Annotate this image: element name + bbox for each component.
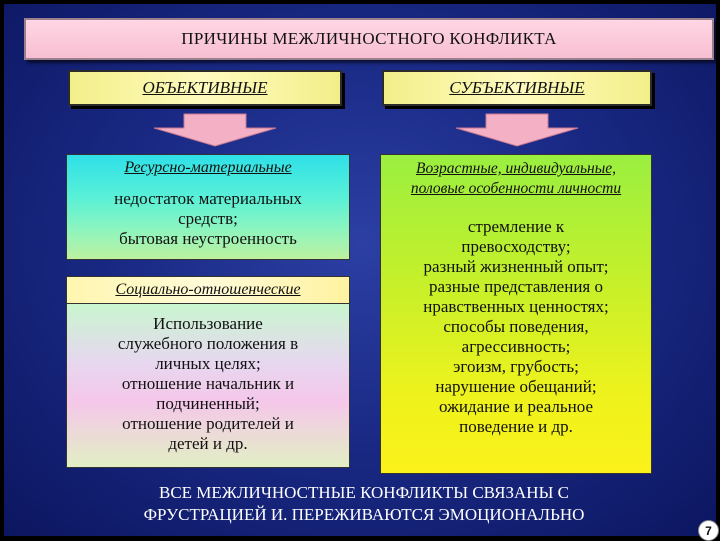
subjective-line: ожидание и реальное	[439, 397, 593, 416]
social-line: детей и др.	[168, 434, 248, 453]
footer-line: ВСЕ МЕЖЛИЧНОСТНЫЕ КОНФЛИКТЫ СВЯЗАНЫ С	[158, 483, 569, 502]
slide-title: ПРИЧИНЫ МЕЖЛИЧНОСТНОГО КОНФЛИКТА	[24, 18, 714, 60]
footer-statement	[44, 482, 684, 526]
subjective-line: разный жизненный опыт;	[423, 257, 609, 276]
subjective-sub-heading: Возрастные, индивидуальные,	[416, 160, 616, 177]
subjective-line: превосходству;	[461, 237, 571, 256]
subjective-line: разные представления о	[429, 277, 603, 296]
subjective-line: стремление к	[467, 217, 565, 236]
resource-line: недостаток материальных	[114, 189, 302, 208]
subjective-sub-heading: половые особенности личности	[410, 180, 622, 197]
subjective-box	[380, 154, 652, 474]
subjective-line: поведение и др.	[459, 417, 573, 436]
resource-line: средств;	[178, 209, 238, 228]
social-relational-heading-box	[66, 276, 350, 304]
subjective-line: способы поведения,	[443, 317, 589, 336]
social-heading: Социально-отношенческие	[115, 281, 301, 298]
down-arrow-icon	[452, 112, 582, 148]
footer-line: ФРУСТРАЦИЕЙ И. ПЕРЕЖИВАЮТСЯ ЭМОЦИОНАЛЬНО	[143, 505, 585, 524]
social-line: отношение начальник и	[121, 374, 295, 393]
social-line: служебного положения в	[117, 334, 299, 353]
social-line: личных целях;	[155, 354, 261, 373]
resource-line: бытовая неустроенность	[119, 229, 297, 248]
subjective-line: нарушение обещаний;	[435, 377, 597, 396]
social-line: отношение родителей и	[122, 414, 294, 433]
down-arrow-icon	[150, 112, 280, 148]
subjective-line: эгоизм, грубость;	[453, 357, 579, 376]
social-line: Использование	[153, 314, 263, 333]
page-number: 7	[698, 520, 719, 541]
subjective-line: нравственных ценностях;	[423, 297, 609, 316]
social-relational-box	[66, 304, 350, 468]
subjective-heading: СУБЪЕКТИВНЫЕ	[382, 70, 652, 106]
subjective-line: агрессивность;	[461, 337, 571, 356]
resource-material-box	[66, 154, 350, 260]
objective-heading: ОБЪЕКТИВНЫЕ	[68, 70, 342, 106]
social-line: подчиненный;	[156, 394, 260, 413]
slide	[4, 4, 716, 536]
resource-heading: Ресурсно-материальные	[124, 159, 292, 176]
